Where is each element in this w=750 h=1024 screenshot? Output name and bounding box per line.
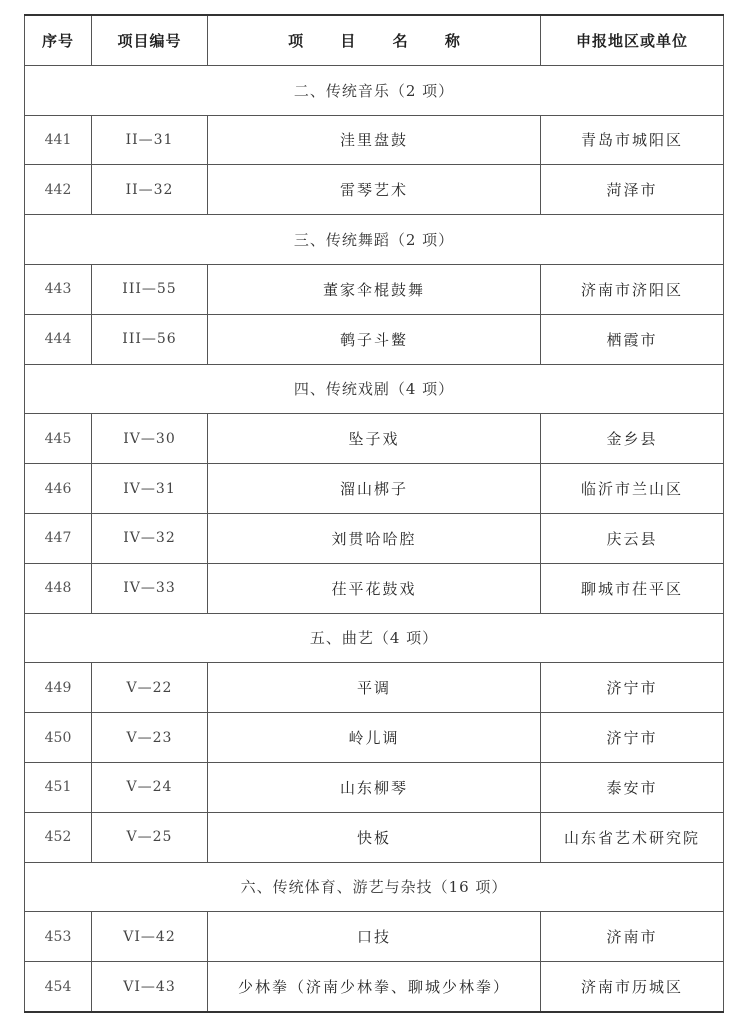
header-row [25,15,724,65]
row-unit: 济宁市 [541,713,724,763]
row-code: II—32 [92,165,208,215]
row-unit: 青岛市城阳区 [541,115,724,165]
section-row [25,215,724,265]
row-name: 岭儿调 [208,713,541,763]
row-unit: 金乡县 [541,414,724,464]
row-code: VI—43 [92,962,208,1012]
row-code: V—23 [92,713,208,763]
section-title: 六、传统体育、游艺与杂技（16 项） [25,862,724,912]
row-name: 雷琴艺术 [208,165,541,215]
row-seq: 448 [25,563,92,613]
row-seq: 450 [25,713,92,763]
table-row [25,713,724,763]
row-seq: 454 [25,962,92,1012]
table-row [25,513,724,563]
table-row [25,762,724,812]
header-seq: 序号 [25,15,92,65]
row-unit: 济南市济阳区 [541,264,724,314]
header-code: 项目编号 [92,15,208,65]
section-title: 二、传统音乐（2 项） [25,65,724,115]
heritage-project-table [24,14,724,1013]
section-row [25,613,724,663]
row-code: IV—31 [92,464,208,514]
row-seq: 443 [25,264,92,314]
row-name: 洼里盘鼓 [208,115,541,165]
row-code: IV—32 [92,513,208,563]
row-code: II—31 [92,115,208,165]
row-name: 坠子戏 [208,414,541,464]
section-row [25,65,724,115]
table-row [25,115,724,165]
table-header [25,15,724,65]
header-unit: 申报地区或单位 [541,15,724,65]
table-row [25,464,724,514]
row-seq: 446 [25,464,92,514]
row-unit: 济宁市 [541,663,724,713]
row-seq: 444 [25,314,92,364]
row-code: III—55 [92,264,208,314]
row-name: 口技 [208,912,541,962]
row-name: 茌平花鼓戏 [208,563,541,613]
section-row [25,862,724,912]
row-seq: 452 [25,812,92,862]
section-row [25,364,724,414]
row-seq: 453 [25,912,92,962]
table-row [25,414,724,464]
row-unit: 济南市 [541,912,724,962]
table-row [25,812,724,862]
row-unit: 泰安市 [541,762,724,812]
section-title: 四、传统戏剧（4 项） [25,364,724,414]
table-row [25,314,724,364]
row-name: 平调 [208,663,541,713]
row-seq: 445 [25,414,92,464]
row-code: V—22 [92,663,208,713]
row-unit: 菏泽市 [541,165,724,215]
row-seq: 441 [25,115,92,165]
table-row [25,264,724,314]
row-unit: 济南市历城区 [541,962,724,1012]
row-code: IV—30 [92,414,208,464]
table-row [25,962,724,1012]
table-row [25,563,724,613]
row-unit: 山东省艺术研究院 [541,812,724,862]
row-name: 鹌子斗鳖 [208,314,541,364]
section-title: 五、曲艺（4 项） [25,613,724,663]
header-name: 项 目 名 称 [208,15,541,65]
row-code: VI—42 [92,912,208,962]
row-code: V—24 [92,762,208,812]
row-name: 刘贯哈哈腔 [208,513,541,563]
table-body [25,65,724,1012]
row-name: 董家伞棍鼓舞 [208,264,541,314]
section-title: 三、传统舞蹈（2 项） [25,215,724,265]
row-code: IV—33 [92,563,208,613]
row-seq: 449 [25,663,92,713]
table-row [25,912,724,962]
row-unit: 庆云县 [541,513,724,563]
row-name: 少林拳（济南少林拳、聊城少林拳） [208,962,541,1012]
heritage-list-sheet [24,14,723,1013]
row-name: 溜山梆子 [208,464,541,514]
table-row [25,663,724,713]
row-unit: 聊城市茌平区 [541,563,724,613]
row-code: III—56 [92,314,208,364]
row-unit: 栖霞市 [541,314,724,364]
table-row [25,165,724,215]
row-name: 山东柳琴 [208,762,541,812]
row-seq: 447 [25,513,92,563]
row-name: 快板 [208,812,541,862]
row-seq: 451 [25,762,92,812]
row-code: V—25 [92,812,208,862]
row-unit: 临沂市兰山区 [541,464,724,514]
row-seq: 442 [25,165,92,215]
